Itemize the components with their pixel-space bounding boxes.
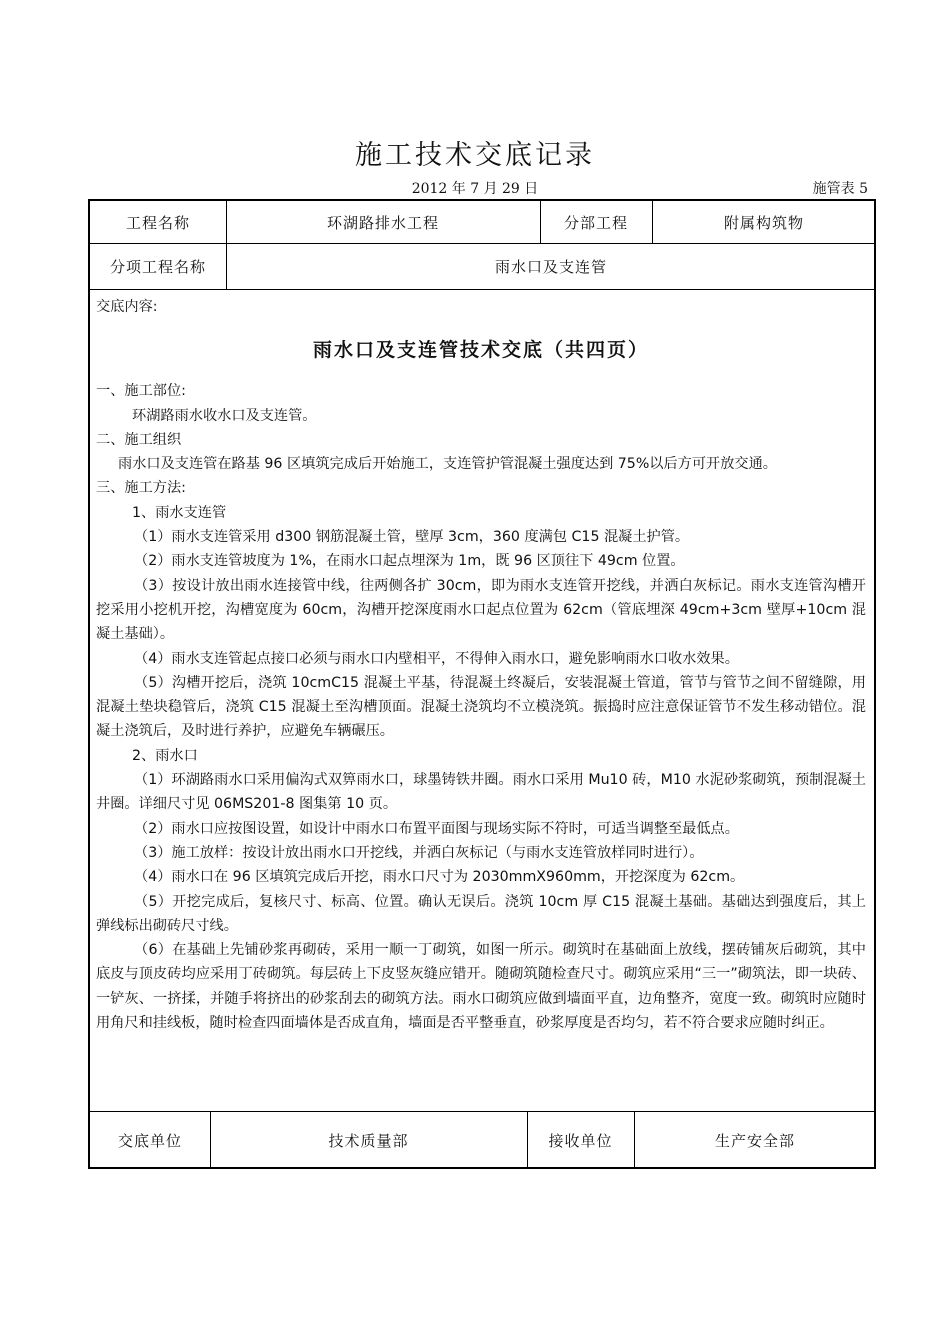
section-heading: 一、施工部位:: [96, 383, 186, 400]
project-name: 环湖路排水工程: [326, 213, 439, 232]
paragraph: （1）环湖路雨水口采用偏沟式双箅雨水口，球墨铸铁井圈。雨水口采用 Mu10 砖，M10 水泥砂浆砌筑，预制混凝土井圈。详细尺寸见 06MS201-8 图集第 10 页。: [96, 772, 866, 813]
paragraph: （2）雨水支连管坡度为 1%，在雨水口起点埋深为 1m，既 96 区顶往下 49cm 位置。: [134, 553, 685, 570]
row-divider: [90, 289, 874, 290]
section-heading: 三、施工方法:: [96, 480, 186, 497]
paragraph: （5）沟槽开挖后，浇筑 10cmC15 混凝土平基，待混凝土终凝后，安装混凝土管道，管节与管节之间不留缝隙，用混凝土垫块稳管后，浇筑 C15 混凝土至沟槽顶面。混凝土浇筑均不立模浇筑。振捣时应注意保证管节不发生移动错位。混凝土浇筑后，及时进行养护，应避免车辆碾压。: [96, 674, 866, 740]
page-title: 施工技术交底记录: [355, 140, 595, 171]
content-label: 交底内容:: [96, 299, 158, 315]
paragraph: （4）雨水支连管起点接口必须与雨水口内壁相平，不得伸入雨水口，避免影响雨水口收水效果。: [134, 650, 739, 667]
form-number: 施管表 5: [812, 181, 868, 197]
content-heading: 雨水口及支连管技术交底（共四页）: [312, 339, 649, 362]
paragraph: （4）雨水口在 96 区填筑完成后开挖，雨水口尺寸为 2030mmX960mm，开挖深度为 62cm。: [134, 869, 745, 886]
receiver-value: 生产安全部: [714, 1131, 795, 1150]
paragraph: （1）雨水支连管采用 d300 钢筋混凝土管，壁厚 3cm，360 度满包 C15 混凝土护管。: [134, 529, 690, 546]
paragraph: （2）雨水口应按图设置，如设计中雨水口布置平面图与现场实际不符时，可适当调整至最低点。: [134, 820, 739, 837]
project-name-label: 工程名称: [125, 213, 190, 232]
record-date: 2012 年 7 月 29 日: [411, 181, 539, 197]
subitem-value: 雨水口及支连管: [494, 257, 607, 276]
disclosure-content: [96, 295, 866, 1035]
subsection-heading: 2、雨水口: [132, 747, 198, 764]
paragraph: （5）开挖完成后，复核尺寸、标高、位置。确认无误后。浇筑 10cm 厚 C15 混凝土基础。基础达到强度后，其上弹线标出砌砖尺寸线。: [96, 893, 866, 934]
paragraph: （3）施工放样：按设计放出雨水口开挖线，并洒白灰标记（与雨水支连管放样同时进行）。: [134, 844, 704, 861]
paragraph: （3）按设计放出雨水连接管中线，往两侧各扩 30cm，即为雨水支连管开挖线，并洒白灰标记。雨水支连管沟槽开挖采用小挖机开挖，沟槽宽度为 60cm，沟槽开挖深度雨水口起点位置为 62cm（管底埋深 49cm+3cm 壁厚+10cm 混凝土基础）。: [96, 577, 866, 643]
subsection-heading: 1、雨水支连管: [132, 504, 227, 521]
section-heading: 二、施工组织: [96, 431, 182, 448]
division-label: 分部工程: [563, 213, 628, 232]
receiver-label: 接收单位: [548, 1131, 613, 1150]
subitem-label: 分项工程名称: [109, 257, 206, 276]
paragraph: 雨水口及支连管在路基 96 区填筑完成后开始施工，支连管护管混凝土强度达到 75%以后方可开放交通。: [118, 456, 777, 473]
division-value: 附属构筑物: [723, 213, 804, 232]
paragraph: 环湖路雨水收水口及支连管。: [132, 407, 317, 424]
paragraph: （6）在基础上先铺砂浆再砌砖，采用一顺一丁砌筑，如图一所示。砌筑时在基础面上放线，摆砖铺灰后砌筑，其中底皮与顶皮砖均应采用丁砖砌筑。每层砖上下皮竖灰缝应错开。随砌筑随检查尺寸。砌筑应采用“三一”砌筑法，即一块砖、一铲灰、一挤揉，并随手将挤出的砂浆刮去的砌筑方法。雨水口砌筑应做到墙面平直，边角整齐，宽度一致。砌筑时应随时用角尺和挂线板，随时检查四面墙体是否成直角，墙面是否平整垂直，砂浆厚度是否均匀，若不符合要求应随时纠正。: [96, 942, 866, 1032]
record-table: [88, 199, 876, 1169]
issuer-value: 技术质量部: [328, 1131, 409, 1150]
issuer-label: 交底单位: [117, 1131, 182, 1150]
